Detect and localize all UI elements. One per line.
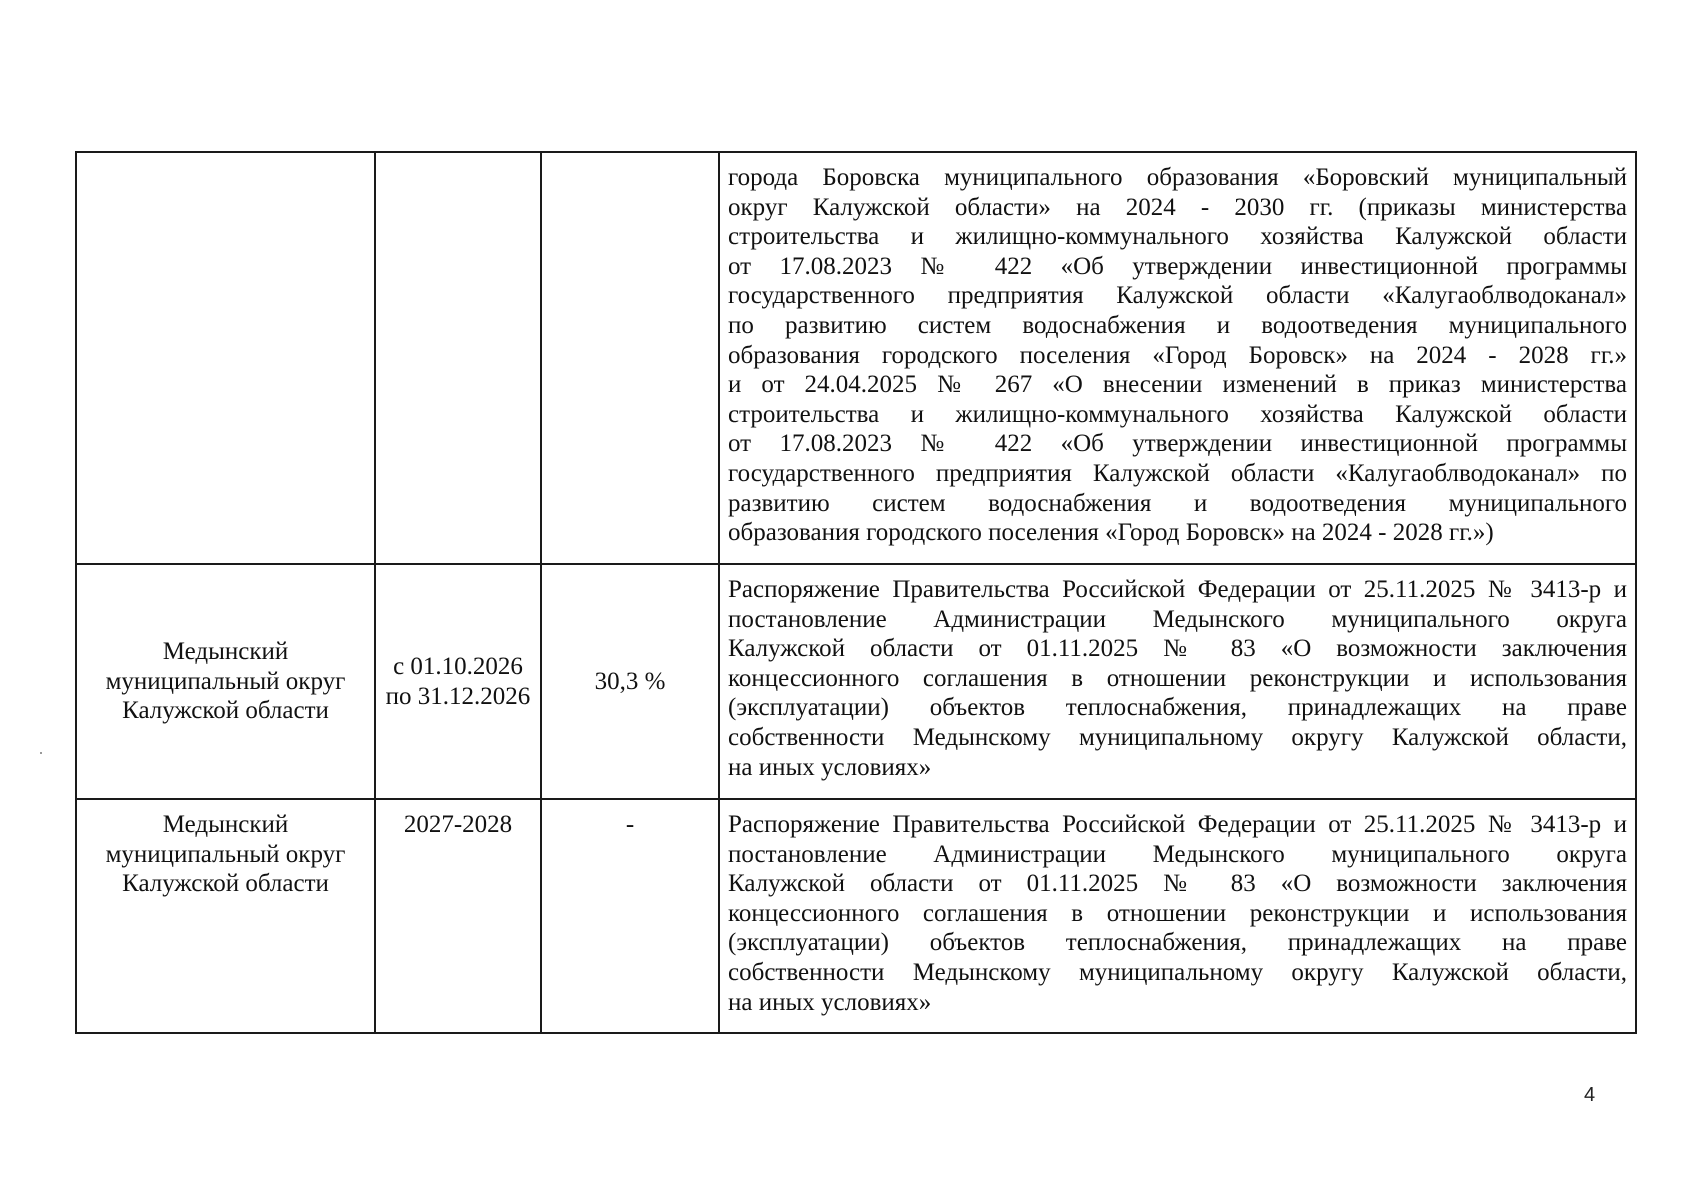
table-row (76, 564, 1636, 799)
basis-line: Распоряжение Правительства Российской Федерации от 25.11.2025 № 3413-р и (728, 811, 1627, 838)
period-line: по 31.12.2026 (385, 682, 531, 710)
period-cell (375, 564, 541, 799)
basis-line: государственного предприятия Калужской области «Калугаоблводоканал» по (728, 459, 1627, 487)
basis-line: государственного предприятия Калужской области «Калугаоблводоканал» (728, 282, 1627, 310)
basis-line: округ Калужской области» на 2024 - 2030 гг. (приказы министерства (728, 193, 1627, 221)
basis-line: образования городского поселения «Город Боровск» на 2024 - 2028 гг.») (728, 519, 1494, 547)
share-cell (541, 152, 719, 564)
share-cell (541, 799, 719, 1033)
basis-line: на иных условиях» (728, 753, 932, 781)
legal-basis-cell (719, 564, 1636, 799)
table-row (76, 152, 1636, 564)
basis-line: (эксплуатации) объектов теплоснабжения, принадлежащих на праве (728, 694, 1627, 722)
basis-line: Калужской области от 01.11.2025 № 83 «О возможности заключения (728, 635, 1627, 663)
basis-line: и от 24.04.2025 № 267 «О внесении изменений в приказ министерства (728, 371, 1627, 399)
region-cell (76, 799, 375, 1033)
basis-line: города Боровска муниципального образования «Боровский муниципальный (728, 164, 1627, 191)
region-cell (76, 564, 375, 799)
basis-line: концессионного соглашения в отношении реконструкции и использования (728, 664, 1627, 692)
scan-speck (40, 752, 42, 754)
share-value: - (625, 811, 635, 838)
share-cell (541, 564, 719, 799)
document-table (75, 151, 1637, 1034)
basis-line: Калужской области от 01.11.2025 № 83 «О возможности заключения (728, 870, 1627, 898)
period-line: с 01.10.2026 (393, 652, 523, 680)
basis-line: строительства и жилищно-коммунального хозяйства Калужской области (728, 223, 1627, 251)
region-cell (76, 152, 375, 564)
region-line: Медынский (162, 638, 289, 666)
basis-line: от 17.08.2023 № 422 «Об утверждении инвестиционной программы (728, 430, 1627, 458)
page-number: 4 (1584, 1084, 1596, 1106)
basis-line: развитию систем водоснабжения и водоотведения муниципального (728, 489, 1627, 517)
basis-line: по развитию систем водоснабжения и водоотведения муниципального (728, 311, 1627, 339)
region-line: Калужской области (122, 870, 329, 898)
basis-line: на иных условиях» (728, 988, 932, 1016)
region-line: муниципальный округ (105, 840, 346, 868)
basis-line: постановление Администрации Медынского муниципального округа (728, 605, 1627, 633)
period-cell (375, 799, 541, 1033)
basis-line: строительства и жилищно-коммунального хозяйства Калужской области (728, 400, 1627, 428)
basis-line: концессионного соглашения в отношении реконструкции и использования (728, 899, 1627, 927)
basis-line: постановление Администрации Медынского муниципального округа (728, 840, 1627, 868)
basis-line: собственности Медынскому муниципальному округу Калужской области, (728, 723, 1627, 751)
period-line: 2027-2028 (403, 811, 513, 838)
legal-basis-cell (719, 799, 1636, 1033)
basis-line: Распоряжение Правительства Российской Федерации от 25.11.2025 № 3413-р и (728, 576, 1627, 603)
basis-line: образования городского поселения «Город Боровск» на 2024 - 2028 гг.» (728, 341, 1627, 369)
basis-line: от 17.08.2023 № 422 «Об утверждении инвестиционной программы (728, 252, 1627, 280)
table-row (76, 799, 1636, 1033)
region-line: муниципальный округ (105, 667, 346, 695)
legal-basis-cell (719, 152, 1636, 564)
region-line: Медынский (162, 811, 289, 838)
region-line: Калужской области (122, 697, 329, 725)
basis-line: собственности Медынскому муниципальному округу Калужской области, (728, 958, 1627, 986)
period-cell (375, 152, 541, 564)
share-value: 30,3 % (594, 667, 666, 695)
basis-line: (эксплуатации) объектов теплоснабжения, принадлежащих на праве (728, 929, 1627, 957)
